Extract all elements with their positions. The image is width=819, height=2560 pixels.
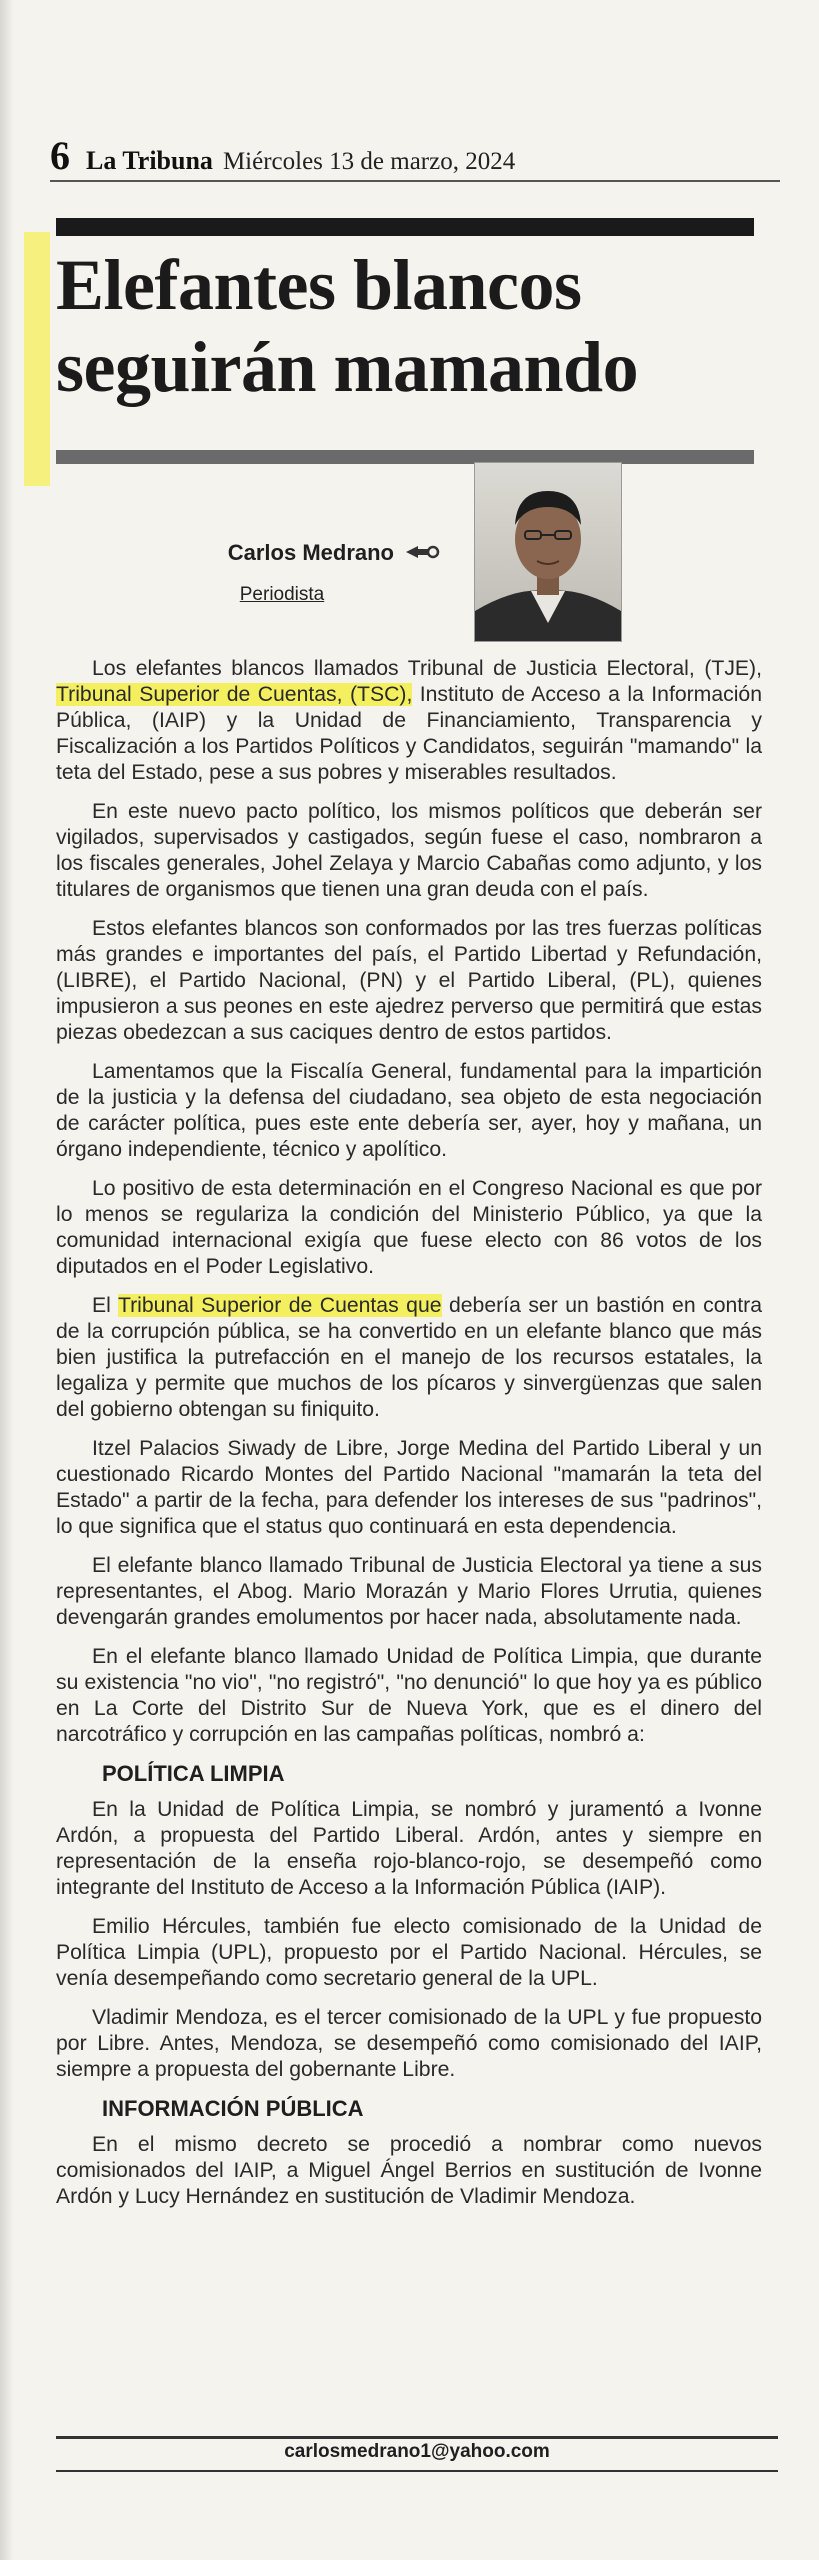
headline-top-bar (56, 218, 754, 236)
paragraph: En este nuevo pacto político, los mismos políticos que deberán ser vigilados, supervisados y castigados, según fuese el caso, nombraron a los fiscales generales, Johel Zelaya y Marcio Cabañas como adjunto, y los titulares de organismos que tienen una gran deuda con el país. (56, 800, 762, 901)
section-heading: INFORMACIÓN PÚBLICA (102, 2096, 364, 2121)
headline-line-2: seguirán mamando (56, 327, 639, 407)
paragraph: Estos elefantes blancos son conformados por las tres fuerzas políticas más grandes e importantes del país, el Partido Libertad y Refundación, (LIBRE), el Partido Nacional, (PN) y el Partido Liberal, (PL), quienes impusieron a sus peones en este ajedrez perverso que permitirá que estas piezas obedezcan a sus caciques dentro de estos partidos. (56, 917, 762, 1044)
paragraph: En la Unidad de Política Limpia, se nombró y juramentó a Ivonne Ardón, a propuesta del Partido Liberal. Ardón, antes y siempre en representación de la enseña rojo-blanco-rojo, se desempeñó como integrante del Instituto de Acceso a la Información Pública (IAIP). (56, 1798, 762, 1899)
paragraph: En el elefante blanco llamado Unidad de Política Limpia, que durante su existencia "no vio", "no registró", "no denunció" lo que hoy ya es público en La Corte del Distrito Sur de Nueva York, que es el dinero del narcotráfico y corrupción en las campañas políticas, nombró a: (56, 1645, 762, 1746)
page-header (50, 132, 780, 178)
paragraph: Vladimir Mendoza, es el tercer comisionado de la UPL y fue propuesto por Libre. Antes, Mendoza, se desempeñó como comisionado del IAIP, siempre a propuesta del gobernante Libre. (56, 2006, 762, 2081)
adjacent-column-edge (790, 540, 819, 1140)
person-portrait-icon (475, 463, 621, 641)
headline-bottom-rule (56, 450, 754, 464)
page-number: 6 (50, 133, 70, 178)
author-name: Carlos Medrano (227, 540, 394, 565)
author-role: Periodista (239, 584, 325, 605)
author-photo (474, 462, 622, 642)
header-divider (50, 180, 780, 182)
author-email[interactable]: carlosmedrano1@yahoo.com (284, 2441, 550, 2462)
paragraph: Los elefantes blancos llamados Tribunal de Justicia Electoral, (TJE), Tribunal Superior de Cuentas, (TSC), Instituto de Acceso a la Información Pública, (IAIP) y la Unidad de Financiamiento, Transparencia y Fiscalización a los Partidos Políticos y Candidatos, seguirán "mamando" la teta del Estado, pese a sus pobres y miserables resultados. (56, 657, 762, 784)
headline-line-1: Elefantes blancos (56, 245, 582, 325)
highlighted-text: Tribunal Superior de Cuentas que (117, 1294, 442, 1317)
article-body (56, 656, 762, 2223)
paragraph: Lo positivo de esta determinación en el Congreso Nacional es que por lo menos se regulariza la condición del Ministerio Público, ya que la comunidad internacional exigía que fuese electo con 86 votos de los diputados en el Poder Legislativo. (56, 1177, 762, 1278)
pen-icon (404, 542, 440, 562)
newspaper-name: La Tribuna (86, 146, 213, 175)
paragraph: En el mismo decreto se procedió a nombrar como nuevos comisionados del IAIP, a Miguel Ángel Berrios en sustitución de Ivonne Ardón y Lucy Hernández en sustitución de Vladimir Mendoza. (56, 2133, 762, 2208)
headline (56, 244, 776, 408)
paragraph: Lamentamos que la Fiscalía General, fundamental para la impartición de la justicia y la defensa del ciudadano, sea objeto de esta negociación de carácter política, pues este ente debería ser, ayer, hoy y mañana, un órgano independiente, técnico y apolítico. (56, 1060, 762, 1161)
footer-rule (56, 2436, 778, 2439)
paragraph: Itzel Palacios Siwady de Libre, Jorge Medina del Partido Liberal y un cuestionado Ricardo Montes del Partido Nacional "mamarán la teta del Estado" a partir de la fecha, para defender los intereses de sus "padrinos", lo que significa que el status quo continuará en esta dependencia. (56, 1437, 762, 1538)
paragraph: El Tribunal Superior de Cuentas que debería ser un bastión en contra de la corrupción pública, se ha convertido en un elefante blanco que más bien justifica la putrefacción en el manejo de los recursos estatales, la legaliza y permite que muchos de los pícaros y sinvergüenzas que salen del gobierno obtengan su finiquito. (56, 1294, 762, 1421)
issue-date: Miércoles 13 de marzo, 2024 (222, 148, 516, 175)
footer-rule (56, 2470, 778, 2472)
section-heading: POLÍTICA LIMPIA (102, 1761, 285, 1786)
paragraph: El elefante blanco llamado Tribunal de Justicia Electoral ya tiene a sus representantes, el Abog. Mario Morazán y Mario Flores Urrutia, quienes devengarán grandes emolumentos por hacer nada, absolutamente nada. (56, 1554, 762, 1629)
page-edge-shadow (0, 0, 14, 2560)
headline-highlight-mark (24, 232, 50, 486)
highlighted-text: Tribunal Superior de Cuentas, (TSC), (56, 683, 413, 706)
paragraph: Emilio Hércules, también fue electo comisionado de la Unidad de Política Limpia (UPL), propuesto por el Partido Nacional. Hércules, se venía desempeñando como secretario general de la UPL. (56, 1915, 762, 1990)
